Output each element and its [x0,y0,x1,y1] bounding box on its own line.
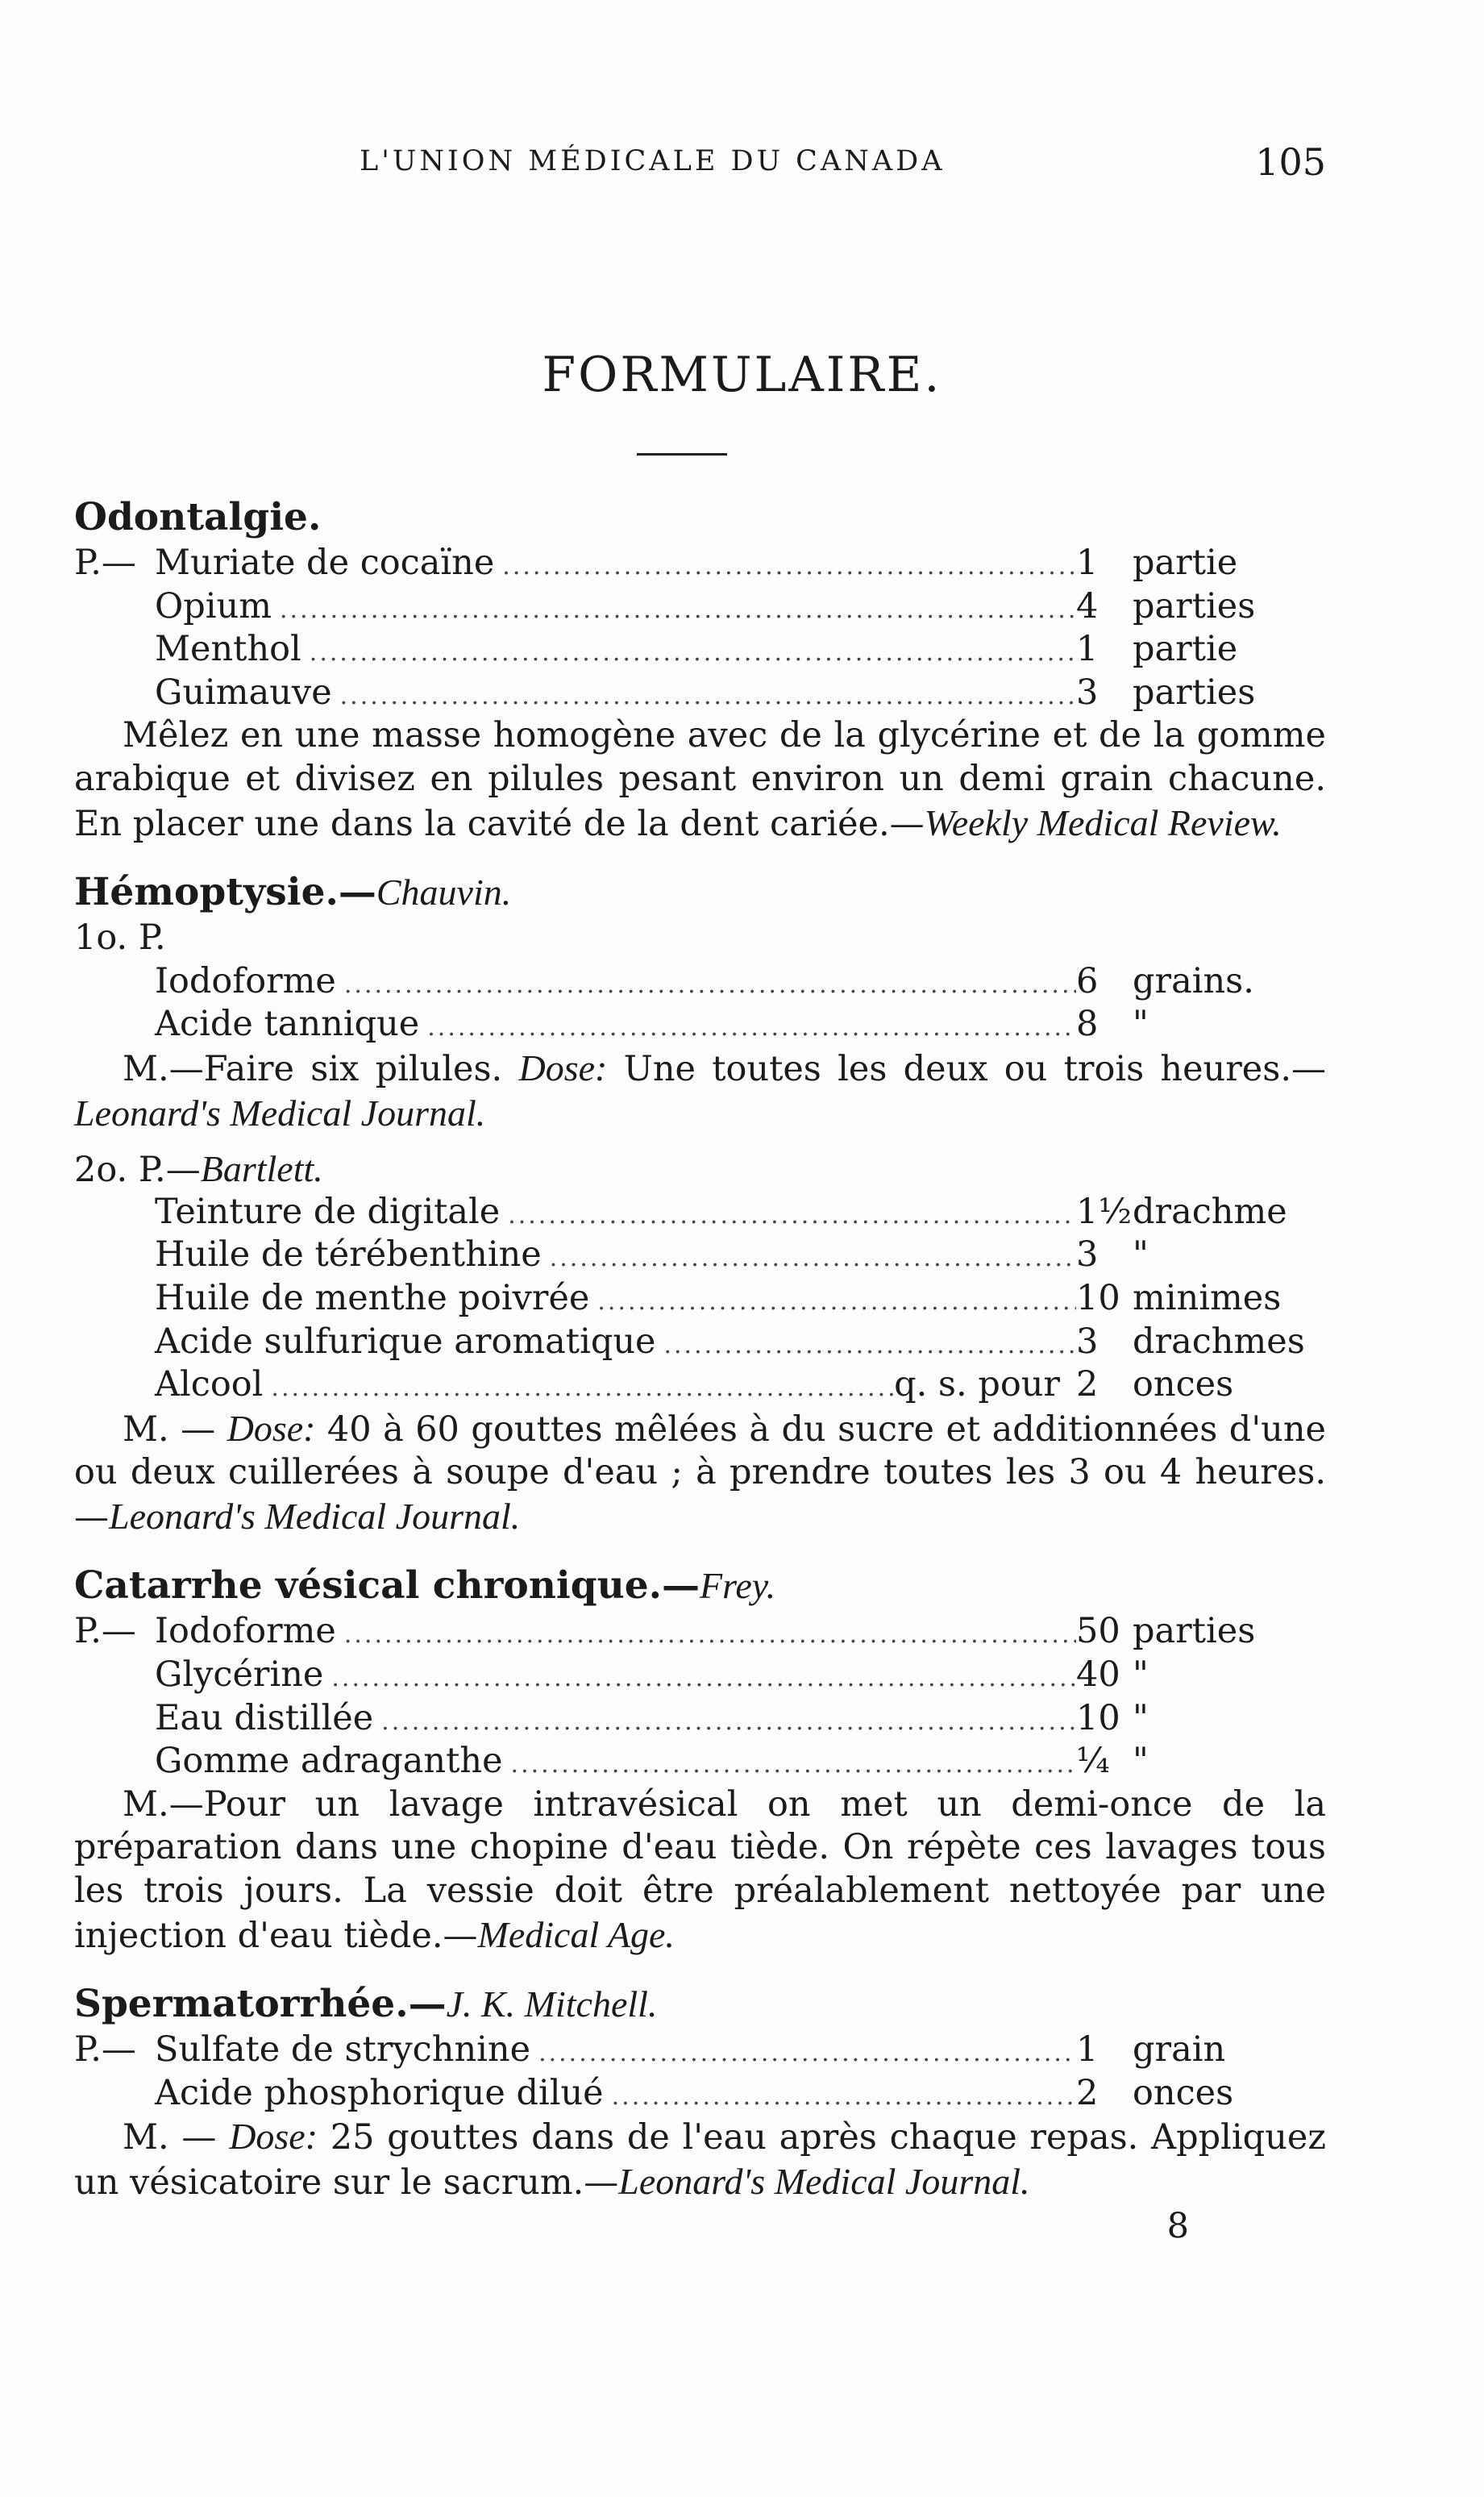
author: J. K. Mitchell. [446,1983,658,2025]
formula-label: 1o. P. [74,918,166,959]
recipe-row: Gomme adraganthe ..... ¼ " [74,1740,1326,1783]
recipe-row: Huile de menthe poivrée ..... 10 minimes [74,1277,1326,1321]
recipe-row: Acide sulfurique aromatique ..... 3 drachmes [74,1321,1326,1364]
recipe-row: Guimauve ..... 3 parties [74,672,1326,715]
instructions-paragraph: M.—Faire six pilules. Dose: Une toutes les deux ou trois heures.—Leonard's Medical Journal. [74,1047,1326,1134]
instructions-paragraph: M. — Dose: 25 gouttes dans de l'eau après chaque repas. Appliquez un vésicatoire sur le sacrum.—Leonard's Medical Journal. [74,2116,1326,2203]
author: Chauvin. [376,872,512,913]
recipe-row: Opium ..... 4 parties [74,585,1326,629]
recipe-row: Glycérine ..... 40 " [74,1654,1326,1697]
section-heading-spermatorrhee: Spermatorrhée.—J. K. Mitchell. [74,1982,658,2027]
recipe-row: Alcool ..... q. s. pour 2 onces [74,1363,1326,1407]
page-title: FORMULAIRE. [542,347,942,403]
instructions-paragraph: Mêlez en une masse homogène avec de la glycérine et de la gomme arabique et divisez en pilules pesant environ un demi grain chacune. En placer une dans la cavité de la dent cariée.—Weekly Medical Review. [74,715,1326,844]
formula-label: 2o. P.—Bartlett. [74,1148,323,1191]
instructions-paragraph: M. — Dose: 40 à 60 gouttes mêlées à du sucre et additionnées d'une ou deux cuillerées à soupe d'eau ; à prendre toutes les 3 ou 4 heures.—Leonard's Medical Journal. [74,1407,1326,1538]
recipe-row: Eau distillée ..... 10 " [74,1697,1326,1741]
section-heading-hemoptysie: Hémoptysie.—Chauvin. [74,870,512,915]
recipe-row: Iodoforme ..... 6 grains. [74,960,1326,1004]
recipe-row: P.— Iodoforme ..... 50 parties [74,1610,1326,1654]
running-head [74,140,1326,194]
source-citation: Leonard's Medical Journal. [74,1092,486,1134]
recipe-row: P.— Muriate de cocaïne ..... 1 partie [74,542,1326,585]
page-number: 105 [1255,140,1326,184]
recipe-row: Menthol ..... 1 partie [74,628,1326,672]
recipe-row: P.— Sulfate de strychnine ..... 1 grain [74,2029,1326,2072]
author: Frey. [700,1565,776,1607]
document-body [74,482,1326,2248]
recipe-row: Huile de térébenthine ..... 3 " [74,1234,1326,1277]
source-citation: Leonard's Medical Journal. [618,2161,1030,2202]
recipe-row: Acide phosphorique dilué ..... 2 onces [74,2072,1326,2116]
section-heading-odontalgie: Odontalgie. [74,495,322,539]
recipe-row: Acide tannique ..... 8 " [74,1003,1326,1047]
section-heading-catarrhe: Catarrhe vésical chronique.—Frey. [74,1563,776,1608]
source-citation: Weekly Medical Review. [924,801,1282,843]
source-citation: Leonard's Medical Journal. [109,1495,521,1537]
title-rule [637,453,727,456]
recipe-row: Teinture de digitale ..... 1½ drachme [74,1191,1326,1234]
instructions-paragraph: M.—Pour un lavage intravésical on met un demi-once de la préparation dans une chopine d'eau tiède. On répète ces lavages tous les trois jours. La vessie doit être préalablement nettoyée par une injection d'eau tiède.—Medical Age. [74,1783,1326,1956]
signature-mark: 8 [1166,2205,1189,2246]
source-citation: Medical Age. [477,1913,675,1955]
running-title: L'UNION MÉDICALE DU CANADA [360,145,946,177]
